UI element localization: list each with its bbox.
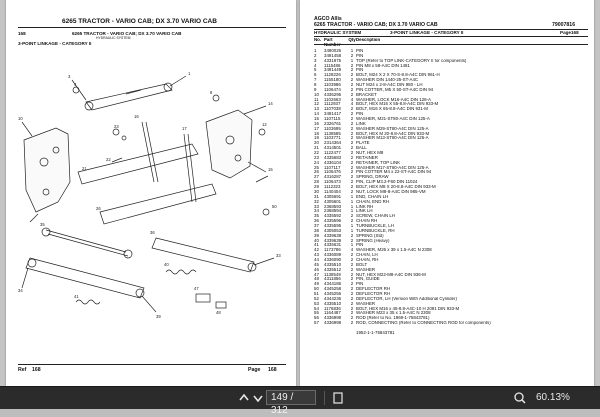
- col-qty: Qty: [348, 37, 356, 42]
- left-sub-subtitle: HYDRAULIC SYSTEM: [96, 36, 131, 40]
- cell-no: 28: [314, 179, 319, 185]
- cell-part-number: 4336104: [324, 159, 342, 165]
- cell-description: WASHER DIN 1440-25-ST-A4C: [356, 78, 419, 83]
- cell-qty: 2: [350, 159, 354, 165]
- brand-name: AGCO Allis: [314, 16, 342, 22]
- cell-qty: 2: [350, 315, 354, 321]
- exploded-parts-diagram: [16, 62, 286, 330]
- cell-description: PIN: [356, 282, 364, 287]
- cell-description: BALL: [356, 146, 367, 151]
- cell-part-number: 4339638: [324, 232, 342, 238]
- cell-no: 37: [314, 222, 319, 228]
- cell-no: 35: [314, 213, 319, 219]
- cell-no: 47: [314, 271, 319, 277]
- cell-description: PIN, CLIP M3.2-F60 DIN 11024: [356, 180, 418, 185]
- cell-qty: 2: [350, 179, 354, 185]
- cell-part-number: 4336998: [324, 315, 342, 321]
- svg-text:12: 12: [262, 122, 267, 127]
- cell-no: 7: [314, 77, 317, 83]
- cell-description: BOLT, M24 X 2 X 70-S-8.8-A4C DIN 961-H: [356, 73, 440, 78]
- cell-qty: 4: [350, 101, 354, 107]
- cell-part-number: 1106474: [324, 86, 341, 92]
- cell-no: 4: [314, 62, 317, 68]
- cell-qty: 2: [350, 106, 354, 112]
- cell-description: SCREW, CHAIN LH: [356, 214, 396, 219]
- cell-qty: 2: [350, 125, 354, 131]
- cell-no: 23: [314, 154, 319, 160]
- svg-text:21: 21: [82, 166, 87, 171]
- cell-part-number: 3491417: [324, 111, 342, 117]
- cell-description: PIN: [356, 68, 364, 73]
- cell-no: 12: [314, 101, 319, 107]
- subheader-page: Page168: [560, 30, 579, 35]
- cell-qty: 2: [350, 276, 354, 282]
- cell-part-number: 4335631: [324, 242, 342, 248]
- cell-part-number: 4311856: [324, 276, 341, 282]
- cell-part-number: 1103986: [324, 82, 341, 88]
- cell-no: 50: [314, 286, 319, 292]
- cell-part-number: 1122477: [324, 150, 341, 156]
- cell-no: 9: [314, 86, 317, 92]
- cell-qty: 2: [350, 154, 354, 160]
- cell-description: BOLT: [356, 262, 368, 267]
- cell-no: 34: [314, 208, 319, 214]
- cell-part-number: 2326761: [324, 120, 342, 126]
- svg-text:23: 23: [114, 124, 119, 129]
- cell-part-number: 4335592: [324, 213, 342, 219]
- cell-no: 49: [314, 281, 319, 287]
- cell-description: PIN: [356, 49, 364, 53]
- cell-part-number: 4331975: [324, 57, 342, 63]
- cell-description: NUT, LOCK M8-8-A4C DIN 985-VM: [356, 189, 426, 194]
- svg-text:14: 14: [268, 101, 273, 106]
- cell-description: TURNBUCKLE, LH: [356, 223, 394, 228]
- cell-no: 51: [314, 290, 319, 296]
- cell-no: 14: [314, 111, 319, 117]
- cell-qty: 1: [350, 242, 354, 248]
- cell-part-number: 1176836: [324, 305, 341, 311]
- cell-part-number: 4336090: [324, 256, 342, 262]
- cell-no: 8: [314, 82, 317, 88]
- cell-no: 57: [314, 320, 319, 326]
- cell-qty: 2: [350, 184, 354, 190]
- footer-ref-label: Ref: [18, 367, 27, 373]
- cell-qty: 2: [350, 169, 354, 175]
- cell-part-number: 4335510: [324, 261, 342, 267]
- cell-description: LINK LH: [356, 209, 373, 214]
- cell-part-number: 1164487: [324, 310, 341, 316]
- cell-part-number: 1155180: [324, 77, 341, 83]
- cell-no: 11: [314, 96, 319, 102]
- layout-single-button[interactable]: [330, 390, 346, 406]
- cell-part-number: 3491458: [324, 52, 342, 58]
- cell-description: NUT, HEX M8: [356, 151, 384, 156]
- cell-no: 39: [314, 232, 319, 238]
- cell-no: 22: [314, 150, 319, 156]
- cell-description: PIN: [356, 112, 364, 117]
- table-row: [314, 331, 590, 336]
- cell-description: SPRING (Heavy): [356, 238, 390, 243]
- cell-part-number: 4335595: [324, 222, 342, 228]
- cell-qty: 2: [350, 232, 354, 238]
- svg-text:10: 10: [18, 116, 23, 121]
- cell-part-number: 1107117: [324, 164, 341, 170]
- cell-part-number: 1103695: [324, 125, 341, 131]
- cell-no: 17: [314, 125, 319, 131]
- cell-qty: 2: [350, 86, 354, 92]
- cell-no: 44: [314, 256, 319, 262]
- left-footer-rule: [18, 364, 286, 365]
- cell-part-number: 4335683: [324, 154, 342, 160]
- cell-description: RETAINER, TOP LINK: [356, 160, 401, 165]
- footer-page-value: 168: [268, 367, 277, 373]
- zoom-out-button[interactable]: [512, 390, 528, 406]
- cell-qty: 2: [350, 130, 354, 136]
- left-page-number: 168: [18, 31, 26, 36]
- cell-no: 30: [314, 188, 319, 194]
- cell-qty: 2: [350, 52, 354, 58]
- cell-no: 46: [314, 266, 319, 272]
- cell-no: 38: [314, 227, 319, 233]
- cell-description: NUT M24 x 2-8-A4C DIN 980 - LH: [356, 83, 423, 88]
- cell-description: TURNBUCKLE, RH: [356, 228, 395, 233]
- cell-qty: 2: [350, 290, 354, 296]
- cell-description: WASHER M29-ST80-A4C DIN 125-A: [356, 126, 429, 131]
- parts-table-header: [314, 38, 590, 43]
- svg-text:1: 1: [188, 71, 191, 76]
- cell-no: 36: [314, 218, 319, 224]
- cell-part-number: [324, 331, 348, 336]
- page-layout-icon: [330, 390, 346, 406]
- cell-no: 10: [314, 91, 319, 97]
- svg-text:39: 39: [156, 314, 161, 319]
- cell-description: 1952-1-1-75843781: [356, 330, 395, 335]
- left-header-rule: [18, 27, 286, 28]
- cell-no: 1: [314, 48, 317, 53]
- svg-text:41: 41: [74, 294, 79, 299]
- cell-qty: 2: [350, 237, 354, 243]
- cell-description: SPRING, DRAW: [356, 175, 389, 180]
- left-page: [6, 0, 296, 386]
- cell-part-number: 4314501: [324, 145, 342, 151]
- svg-text:15: 15: [268, 167, 273, 172]
- cell-part-number: 1173786: [324, 247, 341, 253]
- statusbar-divider: [324, 391, 325, 405]
- cell-no: 15: [314, 116, 319, 122]
- cell-part-number: 4339639: [324, 237, 342, 243]
- cell-no: 18: [314, 130, 319, 136]
- cell-part-number: 1115486: [324, 62, 341, 68]
- cell-part-number: 4335596: [324, 218, 342, 224]
- cell-qty: 2: [350, 72, 354, 78]
- cell-no: 25: [314, 164, 319, 170]
- cell-qty: 2: [350, 145, 354, 151]
- cell-no: 42: [314, 247, 319, 253]
- cell-no: 24: [314, 159, 319, 165]
- svg-text:35: 35: [40, 222, 45, 227]
- cell-description: BOLT, HEX M16 X 55-8.8-A4C DIN 933-M: [356, 102, 439, 107]
- cell-description: DEFLECTOR RH: [356, 287, 391, 292]
- left-page-title: 6265 TRACTOR - VARIO CAB; DX 3.70 VARIO CAB: [62, 18, 217, 25]
- cell-part-number: 2368593: [324, 203, 342, 209]
- cell-qty: 4: [350, 247, 354, 253]
- cell-part-number: 1103771: [324, 135, 341, 141]
- cell-part-number: 1112937: [324, 101, 341, 107]
- cell-qty: 2: [350, 135, 354, 141]
- svg-text:8: 8: [210, 90, 213, 95]
- cell-no: 27: [314, 174, 319, 180]
- svg-text:26: 26: [96, 206, 101, 211]
- right-page: [300, 0, 594, 386]
- cell-no: 56: [314, 315, 319, 321]
- cell-description: SPRING (Std): [356, 233, 384, 238]
- cell-part-number: 4344186: [324, 281, 342, 287]
- next-page-button[interactable]: [250, 390, 266, 406]
- cell-description: RETAINER: [356, 155, 378, 160]
- cell-qty: [348, 331, 356, 336]
- cell-qty: 2: [350, 305, 354, 311]
- svg-text:50: 50: [272, 204, 277, 209]
- svg-text:34: 34: [18, 288, 23, 293]
- cell-description: TOP (Refer to TOP LINK-CATEGORY II for components): [356, 58, 467, 63]
- table-header-rule: [314, 44, 588, 45]
- subheader-system: HYDRAULIC SYSTEM: [314, 30, 362, 35]
- col-description: Description: [356, 38, 381, 42]
- svg-text:33: 33: [276, 253, 281, 258]
- cell-description: ROD (Refer to No. 1969-1-75843781): [356, 316, 430, 321]
- cell-part-number: 4305691: [324, 193, 342, 199]
- cell-no: 20: [314, 140, 319, 146]
- cell-qty: 1: [350, 227, 354, 233]
- cell-description: LINK RH: [356, 204, 374, 209]
- right-page-code: 79007816: [552, 22, 576, 28]
- footer-ref-value: 168: [32, 367, 41, 373]
- cell-part-number: 1107115: [324, 116, 341, 122]
- cell-qty: 1: [350, 57, 354, 63]
- cell-qty: 2: [350, 140, 354, 146]
- cell-part-number: 4305053: [324, 227, 342, 233]
- cell-no: 19: [314, 135, 319, 141]
- cell-no: 3: [314, 57, 317, 63]
- cell-part-number: 2368594: [324, 208, 342, 214]
- svg-text:22: 22: [106, 157, 111, 162]
- cell-no: 5: [314, 67, 317, 73]
- cell-description: CHAIN, LH: [356, 253, 378, 258]
- cell-qty: 2: [350, 77, 354, 83]
- cell-qty: 1: [350, 203, 354, 209]
- cell-part-number: 4336295: [324, 91, 342, 97]
- cell-no: 32: [314, 198, 319, 204]
- cell-qty: 2: [350, 252, 354, 258]
- cell-no: 2: [314, 52, 317, 58]
- cell-qty: 2: [350, 213, 354, 219]
- cell-description: BOLT, HEX M16 x 45-8.8-A4C-10 H 2091 DIN 933-M: [356, 306, 460, 311]
- cell-qty: 1: [350, 222, 354, 228]
- cell-part-number: 4344236: [324, 295, 342, 301]
- cell-no: 16: [314, 120, 319, 126]
- cell-description: WASHER, M26 x 39 x 1.5-A4C N 2308: [356, 248, 432, 253]
- cell-description: BOLT, HEX M 20-8.8-A4C DIN 933-M: [356, 131, 430, 136]
- cell-part-number: 4305601: [324, 198, 342, 204]
- cell-qty: 1: [350, 193, 354, 199]
- col-part-number: Part: [324, 37, 333, 42]
- cell-description: WASHER M23 x 35 x 1.5-A4C N 2308: [356, 311, 431, 316]
- cell-part-number: 4335512: [324, 266, 342, 272]
- cell-description: PIN: [356, 53, 364, 58]
- cell-part-number: 1102663: [324, 96, 341, 102]
- cell-qty: 1: [350, 48, 354, 53]
- cell-description: CHAIN, RH: [356, 257, 379, 262]
- cell-description: WASHER M17-ST80-A4C DIN 125-A: [356, 165, 429, 170]
- col-no: No.: [314, 37, 322, 42]
- svg-text:16: 16: [134, 114, 139, 119]
- arrow-down-icon: [250, 390, 266, 406]
- cell-qty: 2: [350, 218, 354, 224]
- cell-no: 26: [314, 169, 319, 175]
- cell-qty: 2: [350, 261, 354, 267]
- cell-part-number: 1106473: [324, 179, 341, 185]
- cell-qty: 2: [350, 300, 354, 306]
- cell-qty: 2: [350, 150, 354, 156]
- cell-no: 13: [314, 106, 319, 112]
- footer-page-label: Page: [248, 367, 261, 373]
- zoom-icon: [512, 390, 528, 406]
- viewer-statusbar: [0, 386, 600, 416]
- cell-no: 54: [314, 305, 319, 311]
- cell-description: PIN M8 x 58-A4C DIN 1481: [356, 63, 410, 68]
- cell-part-number: 4336998: [324, 320, 342, 326]
- cell-no: 29: [314, 184, 319, 190]
- left-section-title: 3-POINT LINKAGE - CATEGORY II: [18, 41, 92, 46]
- svg-text:3: 3: [68, 74, 71, 79]
- cell-qty: 2: [350, 174, 354, 180]
- cell-no: 55: [314, 310, 319, 316]
- cell-part-number: 1106476: [324, 169, 341, 175]
- cell-qty: 1: [350, 198, 354, 204]
- cell-no: 6: [314, 72, 317, 78]
- cell-no: 21: [314, 145, 319, 151]
- cell-qty: 2: [350, 266, 354, 272]
- cell-qty: 2: [350, 188, 354, 194]
- cell-part-number: 4316287: [324, 174, 342, 180]
- cell-description: END, CHAIN LH: [356, 194, 389, 199]
- cell-description: LINK: [356, 121, 366, 126]
- cell-qty: 2: [350, 91, 354, 97]
- cell-description: PLATE: [356, 141, 370, 146]
- cell-description: WASHER: [356, 301, 376, 306]
- cell-no: 31: [314, 193, 319, 199]
- cell-no: 41: [314, 242, 319, 248]
- right-page-title: 6265 TRACTOR - VARIO CAB; DX 3.70 VARIO CAB: [314, 22, 438, 28]
- cell-description: PIN, GUIDE: [356, 277, 380, 282]
- svg-text:48: 48: [216, 310, 221, 315]
- cell-description: PIN COTTER, M5 X 50-ST-A4C DIN 94: [356, 87, 434, 92]
- cell-description: WASHER, M21-ST80-A4C DIN 125-A: [356, 117, 430, 122]
- svg-text:17: 17: [182, 126, 187, 131]
- zoom-level[interactable]: 60.13%: [536, 392, 570, 403]
- cell-part-number: 3490026: [324, 48, 342, 53]
- cell-qty: 2: [350, 256, 354, 262]
- cell-qty: 1: [350, 208, 354, 214]
- svg-text:36: 36: [150, 230, 155, 235]
- cell-qty: 2: [350, 164, 354, 170]
- cell-part-number: 1107038: [324, 106, 341, 112]
- cell-description: ROD, CONNECTING (Refer to CONNECTING ROD for components): [356, 321, 491, 326]
- cell-description: DEFLECTOR, LH (Version With Additional Cylinder): [356, 296, 457, 301]
- cell-no: 48: [314, 276, 319, 282]
- cell-qty: 2: [350, 310, 354, 316]
- cell-description: PIN COTTER M4 x 22-ST-A4C DIN 94: [356, 170, 432, 175]
- cell-part-number: 2314364: [324, 140, 342, 146]
- left-sub-title: 6265 TRACTOR - VARIO CAB; DX 3.70 VARIO CAB: [72, 31, 182, 36]
- cell-no: 53: [314, 300, 319, 306]
- cell-qty: 2: [350, 82, 354, 88]
- cell-part-number: 4336089: [324, 252, 342, 258]
- cell-part-number: 1140404: [324, 188, 341, 194]
- cell-description: BOLT, HEX M8 X 20-8.8-A4C DIN 933-M: [356, 185, 436, 190]
- cell-qty: 2: [350, 281, 354, 287]
- cell-part-number: 4345258: [324, 286, 342, 292]
- cell-part-number: 1128226: [324, 72, 341, 78]
- cell-description: BRACKET: [356, 92, 377, 97]
- cell-qty: 2: [350, 111, 354, 117]
- cell-part-number: 1138549: [324, 271, 341, 277]
- cell-description: CHAIN, END RH: [356, 199, 389, 204]
- cell-part-number: 4335510: [324, 300, 342, 306]
- cell-qty: 4: [350, 96, 354, 102]
- svg-text:47: 47: [194, 286, 199, 291]
- cell-qty: 2: [350, 62, 354, 68]
- cell-description: BOLT, M16 X 65-8.8-A4C DIN 931-M: [356, 107, 428, 112]
- cell-no: 52: [314, 295, 319, 301]
- cell-description: WASHER, LOCK M16-A4C DIN 128-A: [356, 97, 431, 102]
- cell-qty: 2: [350, 67, 354, 73]
- cell-description: WASHER: [356, 267, 376, 272]
- cell-description: CHAIN RH: [356, 219, 378, 224]
- page-number-input[interactable]: 149 / 312: [266, 390, 316, 405]
- cell-description: PIN: [356, 243, 364, 248]
- cell-description: DEFLECTOR RH: [356, 291, 391, 296]
- cell-qty: 2: [350, 271, 354, 277]
- cell-description: NUT, HEX M22-M8-A4C DIN 936-M: [356, 272, 426, 277]
- cell-qty: 2: [350, 286, 354, 292]
- subheader-section: 3-POINT LINKAGE - CATEGORY II: [390, 30, 464, 35]
- cell-qty: 2: [350, 120, 354, 126]
- cell-qty: 2: [350, 320, 354, 326]
- cell-no: 45: [314, 261, 319, 267]
- cell-no: 40: [314, 237, 319, 243]
- cell-qty: 2: [350, 116, 354, 122]
- cell-no: [314, 331, 324, 336]
- cell-no: 43: [314, 252, 319, 258]
- cell-part-number: 3491449: [324, 67, 342, 73]
- cell-no: 33: [314, 203, 319, 209]
- parts-table: [314, 49, 590, 336]
- cell-description: WASHER M13-ST80-A4C DIN 125-A: [356, 136, 429, 141]
- svg-text:40: 40: [164, 262, 169, 267]
- svg-text:4: 4: [74, 82, 77, 87]
- cell-part-number: 4345256: [324, 290, 342, 296]
- cell-part-number: 1112323: [324, 184, 341, 190]
- cell-part-number: 1138585: [324, 130, 341, 136]
- cell-qty: 2: [350, 295, 354, 301]
